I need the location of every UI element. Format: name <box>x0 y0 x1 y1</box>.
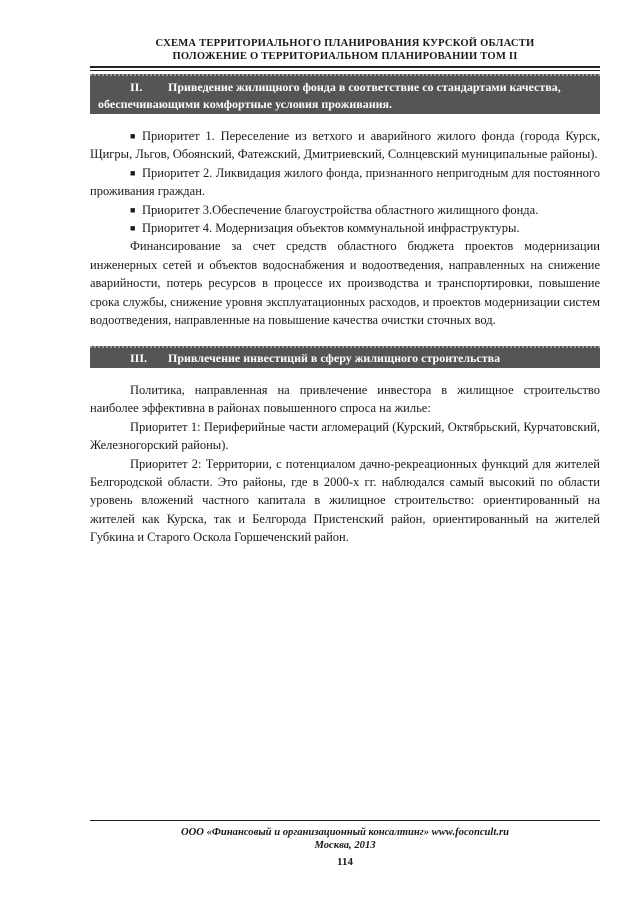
document-footer <box>90 826 600 852</box>
section-title: Привлечение инвестиций в сферу жилищного строительства <box>168 351 501 365</box>
footer-city-year: Москва, 2013 <box>314 840 376 851</box>
body-paragraph: Финансирование за счет средств областного бюджета проектов модернизации инженерных сетей и объектов водоснабжения и водоотведения, направленных на снижение аварийности, потерь ресурсов в процессе их производства и транспортировки, повышение срока службы, снижение уровня эксплуатационных расходов, и проектов модернизации систем водоотведения, направленные на повышение качества очистки сточных вод. <box>90 239 600 328</box>
body-paragraph: Приоритет 2: Территории, с потенциалом дачно-рекреационных функций для жителей Белгородской области. Это районы, где в 2000-х гг. наблюдался самый высокий по области уровень вложений частного капитала в жилищное строительство: ориентированный на жителей как Курска, так и Белгорода Пристенский район, ориентированный на жителей Губкина и Старого Оскола Горшеченский район. <box>90 456 600 545</box>
bullet-icon: ■ <box>130 204 136 215</box>
footer-company: ООО «Финансовый и организационный консалтинг» www.foconcult.ru <box>181 827 509 838</box>
section-number: II. <box>130 80 143 94</box>
section-title-continuation: обеспечивающими комфортные условия проживания. <box>98 97 393 111</box>
list-item: ■ Приоритет 2. Ликвидация жилого фонда, признанного непригодным для постоянного проживания граждан. <box>90 165 600 199</box>
page-number: 114 <box>337 856 353 868</box>
footer-divider <box>90 820 600 821</box>
section-number: III. <box>130 351 148 365</box>
document-header <box>90 37 600 63</box>
section-2-body <box>90 127 600 329</box>
body-paragraph: Политика, направленная на привлечение инвестора в жилищное строительство наиболее эффективна в районах повышенного спроса на жилье: <box>90 383 600 416</box>
header-title: СХЕМА ТЕРРИТОРИАЛЬНОГО ПЛАНИРОВАНИЯ КУРСКОЙ ОБЛАСТИ <box>155 38 535 49</box>
header-divider-thin <box>90 70 600 71</box>
bullet-icon: ■ <box>130 167 136 178</box>
bullet-icon: ■ <box>130 131 136 141</box>
section-title: Приведение жилищного фонда в соответствие со стандартами качества, <box>168 80 561 94</box>
list-item: ■ Приоритет 3.Обеспечение благоустройства областного жилищного фонда. <box>90 201 600 219</box>
bullet-icon: ■ <box>130 223 136 234</box>
body-paragraph: Приоритет 1: Периферийные части агломераций (Курский, Октябрьский, Курчатовский, Железногорский районы). <box>90 419 600 453</box>
header-subtitle: ПОЛОЖЕНИЕ О ТЕРРИТОРИАЛЬНОМ ПЛАНИРОВАНИИ ТОМ II <box>172 51 518 62</box>
header-divider <box>90 66 600 68</box>
section-3-body <box>90 381 600 547</box>
list-item: ■ Приоритет 4. Модернизация объектов коммунальной инфраструктуры. <box>90 219 600 237</box>
section-heading-2 <box>90 74 600 114</box>
list-item: ■ Приоритет 1. Переселение из ветхого и аварийного жилого фонда (города Курск, Щигры, Льгов, Обоянский, Фатежский, Дмитриевский, Солнцевский муниципальные районы). <box>90 129 600 162</box>
section-heading-3 <box>90 346 600 368</box>
